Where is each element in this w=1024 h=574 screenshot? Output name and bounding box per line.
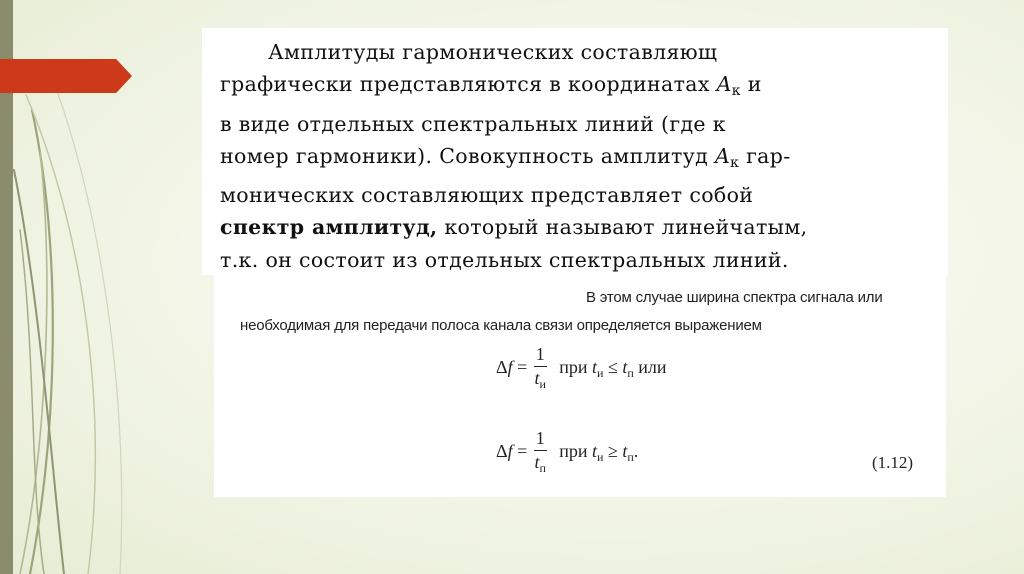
variable-t: t — [534, 452, 540, 472]
formula-bandwidth-2 — [496, 427, 638, 479]
equals-sign: = — [512, 441, 528, 462]
subscript: п — [627, 366, 634, 381]
text-line — [220, 36, 950, 68]
scanned-text-block-top — [202, 28, 948, 275]
delta-symbol: Δ — [496, 357, 508, 378]
subscript: и — [539, 377, 546, 391]
bold-term: спектр амплитуд, — [220, 215, 438, 240]
variable-f: f — [507, 357, 513, 378]
text-segment: номер гармоники). Совокупность амплитуд — [220, 143, 715, 168]
paragraph-amplitude-spectrum — [220, 36, 950, 276]
text-segment: гар- — [739, 143, 791, 168]
delta-symbol: Δ — [496, 441, 508, 462]
variable-t: t — [622, 441, 628, 462]
condition-text: или — [633, 357, 667, 378]
text-line — [220, 68, 950, 107]
variable-t: t — [622, 357, 628, 378]
variable-f: f — [507, 441, 513, 462]
numerator: 1 — [534, 343, 547, 367]
text-line — [220, 140, 950, 179]
denominator — [534, 451, 547, 479]
subscript-k: к — [731, 83, 741, 100]
red-arrow-accent — [0, 59, 132, 93]
subscript: и — [597, 450, 604, 465]
denominator — [534, 367, 547, 395]
equation-number: (1.12) — [872, 453, 914, 472]
condition-text: при — [559, 441, 593, 462]
variable-t: t — [592, 357, 598, 378]
variable-A: A — [714, 143, 731, 168]
variable-A: A — [716, 72, 732, 97]
text-line: необходимая для передачи полоса канала связи определяется выражением — [240, 317, 762, 334]
text-segment: Амплитуды гармонических составляющ — [268, 40, 718, 64]
text-line: в виде отдельных спектральных линий (где к — [220, 111, 726, 136]
numerator: 1 — [534, 427, 547, 451]
text-segment: и — [740, 72, 762, 97]
text-segment: графически представляются в координатах — [220, 72, 717, 97]
formula-bandwidth-1 — [496, 343, 667, 395]
text-line: монических составляющих представляет собой — [220, 183, 754, 208]
variable-t: t — [534, 368, 540, 388]
scanned-text-block-bottom — [214, 275, 946, 497]
text-line — [220, 211, 950, 243]
relation-sign: ≤ — [603, 357, 623, 378]
subscript: п — [539, 461, 546, 475]
text-line: В этом случае ширина спектра сигнала или — [586, 289, 883, 306]
fraction — [534, 343, 547, 395]
subscript: п — [627, 450, 634, 465]
text-segment: который называют линейчатым, — [437, 215, 808, 240]
condition-text: при — [559, 357, 593, 378]
text-line: т.к. он состоит из отдельных спектральных линий. — [220, 247, 789, 272]
condition-text: . — [633, 441, 639, 462]
equals-sign: = — [512, 357, 528, 378]
relation-sign: ≥ — [603, 441, 623, 462]
subscript: и — [597, 366, 604, 381]
fraction — [534, 427, 547, 479]
variable-t: t — [592, 441, 598, 462]
subscript-k: к — [730, 154, 740, 171]
